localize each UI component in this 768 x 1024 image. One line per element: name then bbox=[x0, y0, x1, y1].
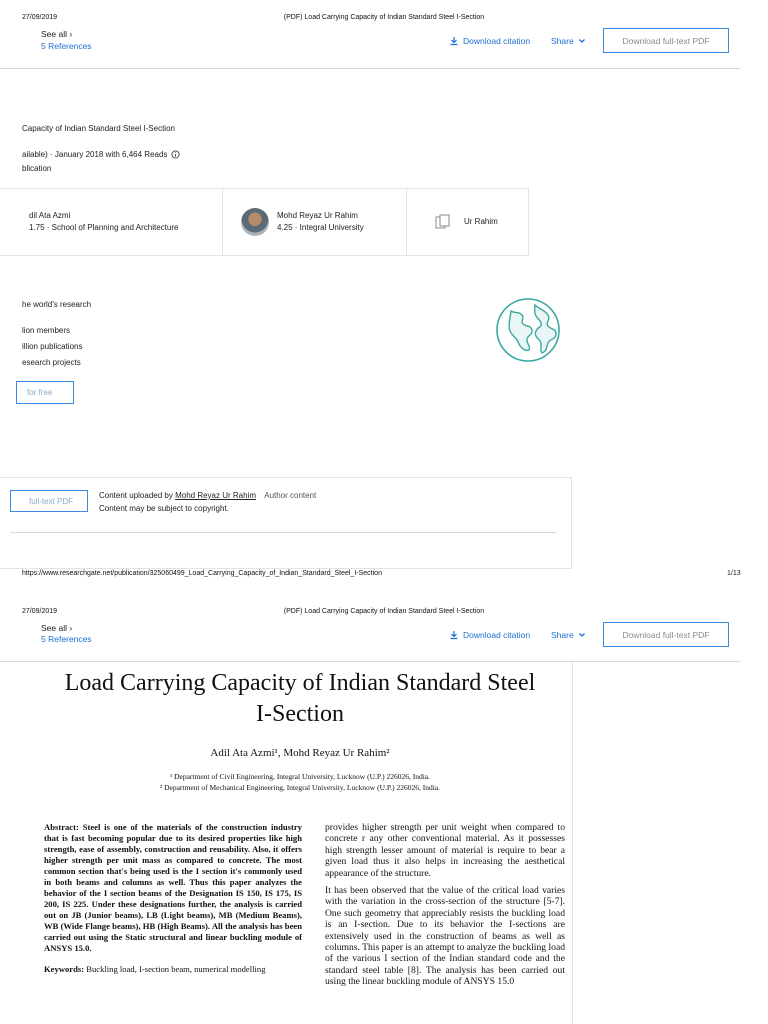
print-title: (PDF) Load Carrying Capacity of Indian Standard Steel I-Section bbox=[283, 14, 485, 21]
join-item-3: esearch projects bbox=[22, 358, 81, 367]
author-detail: 1.75 · School of Planning and Architecture bbox=[29, 223, 179, 232]
share-button[interactable] bbox=[551, 36, 586, 46]
print-date-2: 27/09/2019 bbox=[22, 608, 58, 615]
page-url: https://www.researchgate.net/publication/325060499_Load_Carrying_Capacity_of_Indian_Standard_Steel_I-Section bbox=[22, 570, 382, 577]
right-column bbox=[325, 822, 565, 994]
paper-title bbox=[28, 668, 572, 730]
references-link[interactable]: 5 References bbox=[41, 41, 92, 51]
chevron-down-icon bbox=[578, 37, 586, 45]
download-fulltext-pdf-button[interactable] bbox=[603, 28, 729, 53]
download-icon bbox=[449, 630, 459, 640]
print-title-2: (PDF) Load Carrying Capacity of Indian Standard Steel I-Section bbox=[283, 608, 485, 615]
download-icon bbox=[449, 36, 459, 46]
upload-button-label: full-text PDF bbox=[29, 496, 74, 506]
info-icon[interactable] bbox=[171, 150, 180, 159]
join-title: he world's research bbox=[22, 300, 92, 309]
references-link-2[interactable]: 5 References bbox=[41, 634, 92, 644]
affiliation-2: ² Department of Mechanical Engineering, Integral University, Lucknow (U.P.) 226026, India. bbox=[159, 783, 441, 792]
affiliation-1: ¹ Department of Civil Engineering, Integral University, Lucknow (U.P.) 226026, India. bbox=[169, 772, 431, 781]
left-column bbox=[44, 822, 302, 981]
keywords bbox=[44, 964, 302, 975]
uploaded-by bbox=[99, 491, 316, 500]
author-name: dil Ata Azmi bbox=[29, 211, 71, 220]
paper-authors: Adil Ata Azmi¹, Mohd Reyaz Ur Rahim² bbox=[210, 747, 390, 759]
body-paragraph-1: provides higher strength per unit weight when compared to concrete r any other conventional material. As it possesses high strength lesser amount of material is require to bear a given load thus it also helps in increasing the aesthetical appearance of the structure. bbox=[325, 822, 565, 879]
author-name: Mohd Reyaz Ur Rahim bbox=[277, 211, 358, 220]
author-placeholder-icon bbox=[435, 214, 451, 230]
chevron-down-icon bbox=[578, 631, 586, 639]
see-all-link[interactable]: See all › bbox=[41, 29, 73, 39]
download-citation-label: Download citation bbox=[463, 630, 531, 640]
uploader-link[interactable]: Mohd Reyaz Ur Rahim bbox=[175, 491, 256, 500]
abstract-text: Steel is one of the materials of the construction industry that is fast becoming popular due to its desired properties like high strength, ease of assembly, construction and reusability. Also, it offers higher strength per unit mass as compared to concrete. The most common section that's being used is the I section it's commonly used in both beams and columns as well. Thus this paper analyzes the behavior of the I section beams of the Designation IS 150, IS 175, IS 200, IS 225. Under these designations further, the analysis is carried out on JB (Junior beams), LB (Light beams), MB (Medium Beams), WB (Wide Flange beams), HB (High Beams). All the analysis has been carried out using the Static structural and linear buckling module of ANSYS 15.0. bbox=[44, 822, 302, 953]
download-pdf-label: Download full-text PDF bbox=[622, 629, 710, 640]
share-label: Share bbox=[551, 630, 574, 640]
download-citation-button-2[interactable] bbox=[449, 630, 530, 640]
join-for-free-button[interactable] bbox=[16, 381, 74, 404]
avatar bbox=[241, 208, 269, 236]
author-card-1[interactable] bbox=[0, 188, 224, 256]
author-card-3[interactable] bbox=[406, 188, 529, 256]
paper-page bbox=[28, 662, 573, 1024]
print-date: 27/09/2019 bbox=[22, 14, 58, 21]
join-button-label: for free bbox=[27, 388, 53, 397]
author-content-label: Author content bbox=[264, 491, 317, 500]
publication-meta-text: ailable) · January 2018 with 6,464 Reads bbox=[22, 150, 168, 159]
body-paragraph-2: It has been observed that the value of the critical load varies with the variation in the cross-section of the structure [5-7]. One such geometry that appreciably resists the buckling load is an I-section. Due to its behavior the I-sections are extensively used in the construction of beams as well as columns. This paper is an attempt to analyze the buckling load of the various I section of the Indian standard code and the standard steel table [8]. The analysis has been carried out using the linear buckling module of ANSYS 15.0 bbox=[325, 885, 565, 988]
globe-icon bbox=[495, 297, 561, 363]
publication-title: Capacity of Indian Standard Steel I-Section bbox=[22, 124, 175, 133]
author-name: Ur Rahim bbox=[464, 217, 498, 226]
download-citation-button[interactable] bbox=[449, 36, 530, 46]
download-fulltext-pdf-button-3[interactable] bbox=[603, 622, 729, 647]
uploaded-by-prefix: Content uploaded by bbox=[99, 491, 173, 500]
page-number: 1/13 bbox=[727, 570, 741, 577]
author-detail: 4.25 · Integral University bbox=[277, 223, 364, 232]
publication-meta bbox=[22, 150, 180, 159]
copyright-note: Content may be subject to copyright. bbox=[99, 504, 229, 513]
see-all-link-2[interactable]: See all › bbox=[41, 623, 73, 633]
paper-title-line-1: Load Carrying Capacity of Indian Standard Steel bbox=[64, 670, 536, 696]
author-card-2[interactable] bbox=[222, 188, 409, 256]
download-citation-label: Download citation bbox=[463, 36, 531, 46]
abstract-label: Abstract: bbox=[44, 822, 79, 832]
download-fulltext-pdf-button-2[interactable] bbox=[10, 490, 88, 512]
download-pdf-label: Download full-text PDF bbox=[622, 35, 710, 46]
upload-info-panel bbox=[0, 477, 572, 569]
share-button-2[interactable] bbox=[551, 630, 586, 640]
join-item-2: illion publications bbox=[22, 342, 83, 351]
join-item-1: lion members bbox=[22, 326, 71, 335]
keywords-text: Buckling load, I-section beam, numerical modelling bbox=[86, 964, 266, 974]
keywords-label: Keywords: bbox=[44, 964, 85, 974]
share-label: Share bbox=[551, 36, 574, 46]
publication-link[interactable]: blication bbox=[22, 164, 52, 173]
abstract bbox=[44, 822, 302, 954]
paper-title-line-2: I-Section bbox=[256, 701, 344, 727]
